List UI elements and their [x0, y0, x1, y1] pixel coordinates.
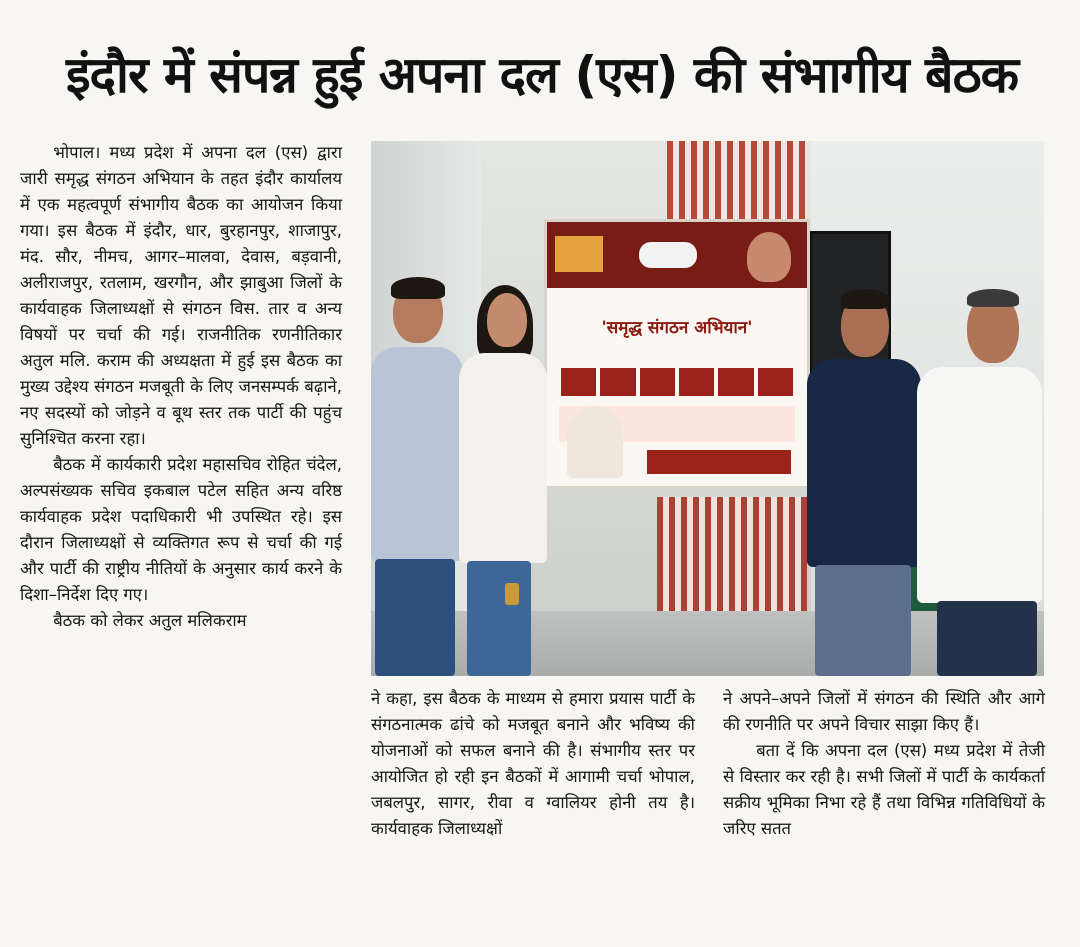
- paragraph-6: बता दें कि अपना दल (एस) मध्य प्रदेश में तेजी से विस्तार कर रही है। सभी जिलों में पार्टी के कार्यकर्ता सक्रीय भूमिका निभा रहे हैं तथा विभिन्न गतिविधियों के जरिए सतत: [723, 741, 1045, 838]
- banner-portrait: [747, 232, 791, 282]
- person-1: [371, 281, 467, 676]
- person-2: [457, 287, 549, 676]
- person-4: [913, 293, 1044, 676]
- paragraph-2: बैठक में कार्यकारी प्रदेश महासचिव रोहित चंदेल, अल्पसंख्यक सचिव इकबाल पटेल सहित अन्य वरिष्ठ कार्यवाहक प्रदेश पदाधिकारी भी उपस्थित रहे। इस दौरान जिलाध्यक्षों से व्यक्तिगत रूप से चर्चा की गई और पार्टी की राष्ट्रीय नीतियों के अनुसार कार्य करने के दिशा–निर्देश दिए गए।: [20, 455, 342, 604]
- banner-district-boxes: [561, 368, 793, 396]
- headline: इंदौर में संपन्न हुई अपना दल (एस) की संभागीय बैठक: [65, 46, 1019, 104]
- person-3: [803, 293, 925, 676]
- banner-title: 'समृद्ध संगठन अभियान': [601, 318, 753, 338]
- paragraph-3: बैठक को लेकर अतुल मलिकराम: [53, 611, 247, 630]
- paragraph-1: भोपाल। मध्य प्रदेश में अपना दल (एस) द्वारा जारी समृद्ध संगठन अभियान के तहत इंदौर कार्यालय में एक महत्वपूर्ण संभागीय बैठक का आयोजन किया गया। इस बैठक में इंदौर, धार, बुरहानपुर, शाजापुर, मंद. सौर, नीमच, आगर–मालवा, देवास, बड़वानी, अलीराजपुर, रतलाम, खरगौन, और झाबुआ जिलों के कार्यवाहक जिलाध्यक्षों से संगठन विस. तार व अन्य विषयों पर चर्चा की गई। राजनीतिक रणनीतिकार अतुल मलि. कराम की अध्यक्षता में हुई इस बैठक का मुख्य उद्देश्य संगठन मजबूती के लिए जनसम्पर्क बढ़ाने, नए सदस्यों को जोड़ने व बूथ स्तर तक पार्टी की पहुंच सुनिश्चित करना रहा।: [20, 143, 342, 448]
- article-column-right: [723, 686, 1045, 941]
- news-photo: [371, 141, 1044, 676]
- paragraph-4: ने कहा, इस बैठक के माध्यम से हमारा प्रयास पार्टी के संगठनात्मक ढांचे को मजबूत बनाने और भविष्य की योजनाओं को सफल बनाने की है। संभागीय स्तर पर आयोजित हो रही इन बैठकों में आगामी चर्चा भोपाल, जबलपुर, सागर, रीवा व ग्वालियर होनी तय है। कार्यवाहक जिलाध्यक्षों: [371, 689, 695, 838]
- banner-leader-photo: [567, 406, 623, 478]
- paragraph-5: ने अपने–अपने जिलों में संगठन की स्थिति और आगे की रणनीति पर अपने विचार साझा किए हैं।: [723, 689, 1045, 734]
- party-logo: [639, 242, 697, 268]
- photo-striped-wall-top: [667, 141, 807, 227]
- banner-footer: [647, 450, 791, 474]
- banner-small-text: [585, 298, 771, 308]
- article-column-left: [20, 140, 342, 940]
- banner-logos: [555, 236, 603, 272]
- article-column-middle: [371, 686, 695, 941]
- campaign-banner: [544, 219, 810, 489]
